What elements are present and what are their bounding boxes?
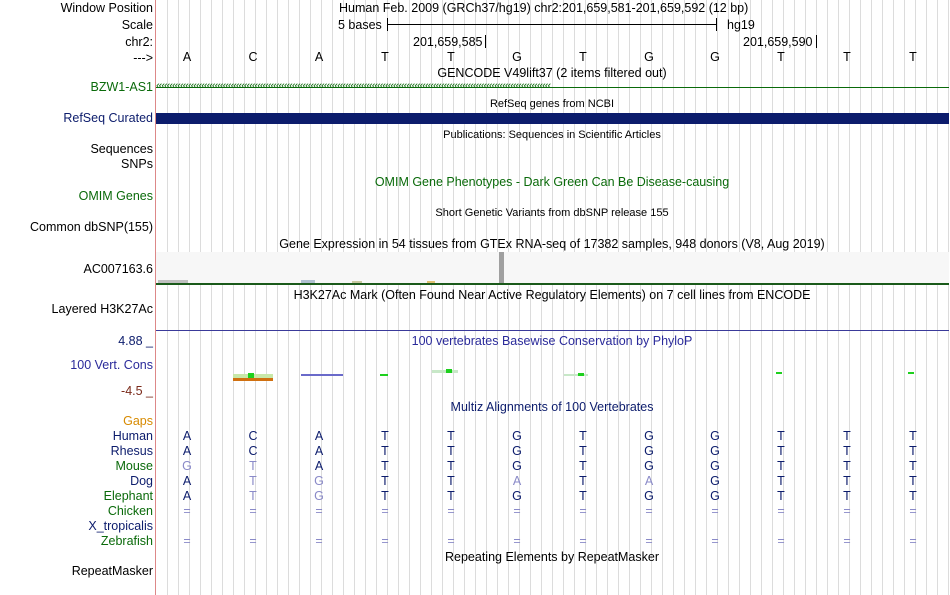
aligned-base: = <box>183 534 191 548</box>
aligned-base: T <box>447 489 455 503</box>
gencode-title: GENCODE V49lift37 (2 items filtered out) <box>437 66 667 80</box>
aligned-base: = <box>381 534 389 548</box>
aligned-base: = <box>447 504 455 518</box>
aligned-base: T <box>579 459 587 473</box>
aligned-base: A <box>314 459 324 473</box>
chrom-label: chr2: <box>125 35 153 49</box>
aligned-base: A <box>314 429 324 443</box>
gencode-feature[interactable] <box>156 80 949 94</box>
omim-title: OMIM Gene Phenotypes - Dark Green Can Be Disease-causing <box>374 175 730 189</box>
phylop-score-mark <box>908 372 914 374</box>
track-label-repeatmasker[interactable]: RepeatMasker <box>71 564 153 578</box>
aligned-base: G <box>644 489 654 503</box>
aligned-base: T <box>909 429 917 443</box>
aligned-base: T <box>843 429 851 443</box>
aligned-base: A <box>182 489 192 503</box>
species-label-elephant[interactable]: Elephant <box>103 489 153 503</box>
track-label-omim[interactable]: OMIM Genes <box>78 189 153 203</box>
aligned-base: G <box>644 459 654 473</box>
aligned-base: G <box>512 489 522 503</box>
coordinate-1: 201,659,585 <box>413 35 483 49</box>
aligned-base: G <box>710 429 720 443</box>
aligned-base: T <box>579 474 587 488</box>
track-label-gaps[interactable]: Gaps <box>123 414 153 428</box>
aligned-base: = <box>447 534 455 548</box>
track-label-dbsnp[interactable]: Common dbSNP(155) <box>30 220 153 234</box>
aligned-base: G <box>710 489 720 503</box>
reference-base: A <box>182 50 192 64</box>
aligned-base: G <box>710 444 720 458</box>
scale-bar-right-tick <box>716 18 717 31</box>
aligned-base: = <box>579 534 587 548</box>
window-position-label: Window Position <box>60 1 153 15</box>
aligned-base: T <box>381 459 389 473</box>
aligned-base: = <box>315 504 323 518</box>
aligned-base: C <box>248 429 258 443</box>
aligned-base: T <box>777 474 785 488</box>
species-label-chicken[interactable]: Chicken <box>107 504 153 518</box>
aligned-base: T <box>777 459 785 473</box>
aligned-base: T <box>843 444 851 458</box>
phylop-score-mark <box>380 374 388 376</box>
aligned-base: G <box>314 489 324 503</box>
aligned-base: = <box>249 504 257 518</box>
aligned-base: T <box>777 429 785 443</box>
aligned-base: = <box>777 504 785 518</box>
aligned-base: A <box>182 474 192 488</box>
reference-base: T <box>777 50 785 64</box>
aligned-base: T <box>909 474 917 488</box>
aligned-base: T <box>447 474 455 488</box>
h3k27ac-title: H3K27Ac Mark (Often Found Near Active Regulatory Elements) on 7 cell lines from ENCODE <box>293 288 811 302</box>
aligned-base: G <box>644 444 654 458</box>
scale-bar <box>387 24 717 25</box>
bases-row-label: ---> <box>133 51 153 65</box>
reference-base: T <box>579 50 587 64</box>
reference-base: T <box>909 50 917 64</box>
aligned-base: = <box>513 534 521 548</box>
track-label-snps[interactable]: SNPs <box>121 157 153 171</box>
aligned-base: = <box>777 534 785 548</box>
aligned-base: A <box>182 429 192 443</box>
aligned-base: = <box>645 534 653 548</box>
assembly-position: Human Feb. 2009 (GRCh37/hg19) chr2:201,659,581-201,659,592 (12 bp) <box>339 1 749 15</box>
reference-base: G <box>710 50 720 64</box>
species-label-x_tropicalis[interactable]: X_tropicalis <box>88 519 153 533</box>
aligned-base: T <box>381 489 389 503</box>
aligned-base: G <box>512 459 522 473</box>
track-label-refseq[interactable]: RefSeq Curated <box>63 111 153 125</box>
reference-base: T <box>381 50 389 64</box>
aligned-base: T <box>249 489 257 503</box>
aligned-base: = <box>513 504 521 518</box>
scale-bar-left-tick <box>387 18 388 31</box>
scale-db: hg19 <box>727 18 755 32</box>
gencode-strand-arrows: ‹‹‹‹‹‹‹‹‹‹‹‹‹‹‹‹‹‹‹‹‹‹‹‹‹‹‹‹‹‹‹‹‹‹‹‹‹‹‹‹‹‹‹‹‹‹‹‹‹‹‹‹‹‹‹‹‹‹‹‹‹‹‹‹‹‹‹‹‹‹‹‹‹‹‹‹‹‹‹‹‹‹‹‹‹‹‹‹‹‹‹‹‹‹‹‹‹‹‹‹‹‹‹‹‹‹‹‹‹‹‹‹‹‹‹‹‹‹‹‹‹‹‹‹‹‹‹‹‹‹‹‹‹‹‹‹‹‹‹‹‹‹‹‹‹‹‹‹ <box>156 80 551 92</box>
species-label-zebrafish[interactable]: Zebrafish <box>100 534 153 548</box>
track-label-gencode[interactable]: BZW1-AS1 <box>90 80 153 94</box>
phylop-min-label: -4.5 _ <box>121 384 153 398</box>
aligned-base: C <box>248 444 258 458</box>
coordinate-1-tick <box>485 35 486 48</box>
aligned-base: = <box>183 504 191 518</box>
aligned-base: G <box>710 474 720 488</box>
aligned-base: A <box>314 444 324 458</box>
aligned-base: T <box>249 459 257 473</box>
aligned-base: = <box>249 534 257 548</box>
aligned-base: A <box>512 474 522 488</box>
aligned-base: T <box>447 459 455 473</box>
coordinate-2: 201,659,590 <box>743 35 813 49</box>
aligned-base: A <box>182 444 192 458</box>
aligned-base: T <box>249 474 257 488</box>
reference-base: C <box>248 50 258 64</box>
aligned-base: G <box>182 459 192 473</box>
gtex-title: Gene Expression in 54 tissues from GTEx RNA-seq of 17382 samples, 948 donors (V8, Aug 2019) <box>279 237 825 251</box>
aligned-base: T <box>447 429 455 443</box>
aligned-base: = <box>645 504 653 518</box>
aligned-base: T <box>909 459 917 473</box>
aligned-base: T <box>909 489 917 503</box>
reference-base: T <box>843 50 851 64</box>
phylop-score-mark <box>564 374 588 376</box>
dbsnp-title: Short Genetic Variants from dbSNP release 155 <box>435 207 669 219</box>
phylop-title: 100 vertebrates Basewise Conservation by PhyloP <box>411 334 693 348</box>
reference-base: A <box>314 50 324 64</box>
aligned-base: T <box>447 444 455 458</box>
aligned-base: = <box>711 504 719 518</box>
aligned-base: G <box>512 429 522 443</box>
aligned-base: T <box>777 489 785 503</box>
aligned-base: = <box>843 504 851 518</box>
phylop-score-mark <box>578 373 584 376</box>
aligned-base: T <box>381 429 389 443</box>
aligned-base: T <box>777 444 785 458</box>
track-label-sequences[interactable]: Sequences <box>90 142 153 156</box>
phylop-max-label: 4.88 _ <box>118 334 153 348</box>
reference-base: G <box>512 50 522 64</box>
aligned-base: T <box>843 474 851 488</box>
phylop-score-mark <box>301 374 343 376</box>
aligned-base: G <box>644 429 654 443</box>
reference-base: T <box>447 50 455 64</box>
reference-base: G <box>644 50 654 64</box>
refseq-title: RefSeq genes from NCBI <box>489 98 615 110</box>
aligned-base: = <box>843 534 851 548</box>
gtex-plot-bg <box>156 252 949 284</box>
gtex-baseline <box>156 283 949 285</box>
aligned-base: T <box>579 489 587 503</box>
species-label-human[interactable]: Human <box>112 429 153 443</box>
repeatmasker-title: Repeating Elements by RepeatMasker <box>444 550 660 564</box>
phylop-score-mark <box>446 369 452 373</box>
track-label-phylop[interactable]: 100 Vert. Cons <box>70 358 153 372</box>
refseq-feature[interactable] <box>156 113 949 124</box>
species-label-rhesus[interactable]: Rhesus <box>110 444 153 458</box>
publications-title: Publications: Sequences in Scientific Articles <box>443 129 661 141</box>
coordinate-2-tick <box>816 35 817 48</box>
aligned-base: G <box>314 474 324 488</box>
aligned-base: = <box>315 534 323 548</box>
scale-bases: 5 bases <box>338 18 382 32</box>
aligned-base: T <box>909 444 917 458</box>
aligned-base: = <box>909 534 917 548</box>
phylop-score-mark <box>432 370 458 373</box>
aligned-base: T <box>381 474 389 488</box>
multiz-title: Multiz Alignments of 100 Vertebrates <box>450 400 654 414</box>
aligned-base: T <box>843 489 851 503</box>
aligned-base: T <box>381 444 389 458</box>
track-label-h3k27ac[interactable]: Layered H3K27Ac <box>51 302 153 316</box>
aligned-base: G <box>710 459 720 473</box>
species-label-mouse[interactable]: Mouse <box>115 459 153 473</box>
scale-label: Scale <box>121 18 153 32</box>
aligned-base: A <box>644 474 654 488</box>
phylop-score-mark <box>776 372 782 374</box>
aligned-base: T <box>579 429 587 443</box>
aligned-base: = <box>381 504 389 518</box>
aligned-base: = <box>909 504 917 518</box>
aligned-base: = <box>711 534 719 548</box>
aligned-base: = <box>579 504 587 518</box>
species-label-dog[interactable]: Dog <box>130 474 153 488</box>
track-label-gtex[interactable]: AC007163.6 <box>83 262 153 276</box>
aligned-base: G <box>512 444 522 458</box>
aligned-base: T <box>579 444 587 458</box>
h3k27ac-baseline <box>156 330 949 331</box>
gtex-bar-tall[interactable] <box>499 252 504 283</box>
aligned-base: T <box>843 459 851 473</box>
phylop-score-mark <box>233 378 273 381</box>
